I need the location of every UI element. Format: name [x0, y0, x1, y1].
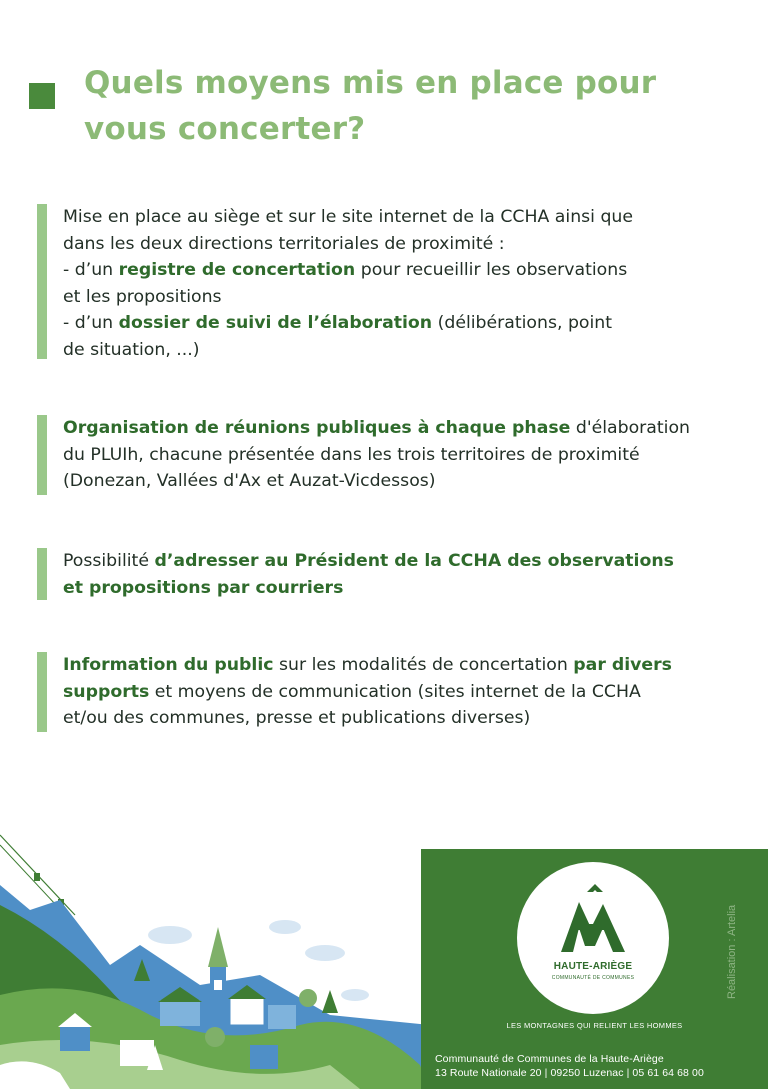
- block-line: [63, 468, 768, 495]
- block-line: [63, 652, 768, 679]
- bold-text: registre de concertation: [118, 260, 356, 280]
- block-line: [63, 284, 768, 311]
- block-line: [63, 705, 768, 732]
- info-block-information: [37, 652, 768, 732]
- ccha-logo: [517, 862, 669, 1014]
- text: Possibilité: [63, 551, 155, 571]
- footer-panel: [421, 849, 768, 1089]
- block-line: [63, 442, 768, 469]
- block-line: [63, 548, 768, 575]
- bold-text: et propositions par courriers: [63, 577, 344, 598]
- block-line: [63, 231, 768, 258]
- bold-text: Organisation de réunions publiques à chaque phase: [63, 418, 571, 438]
- text: (délibérations, point: [432, 313, 613, 333]
- credit-text: Réalisation : Artelia: [726, 904, 738, 999]
- text: - d’un: [63, 260, 119, 280]
- text: de situation, ...): [63, 339, 200, 360]
- village-illustration: [0, 815, 430, 1089]
- bold-text: Information du public: [63, 655, 274, 675]
- logo-subtitle: COMMUNAUTÉ DE COMMUNES: [551, 975, 635, 981]
- bold-text: par divers: [573, 655, 672, 675]
- block-line: [63, 679, 768, 706]
- tagline: LES MONTAGNES QUI RELIENT LES HOMMES: [506, 1021, 683, 1030]
- text: Mise en place au siège et sur le site internet de la CCHA ainsi que: [63, 207, 633, 227]
- text: et moyens de communication (sites internet de la CCHA: [149, 681, 641, 702]
- address-line-1: Communauté de Communes de la Haute-Ariège: [435, 1053, 664, 1065]
- logo-name: HAUTE-ARIÈGE: [553, 961, 633, 972]
- text: (Donezan, Vallées d'Ax et Auzat-Vicdessos): [63, 471, 436, 491]
- text: et les propositions: [63, 286, 222, 307]
- text: - d’un: [63, 313, 119, 333]
- bold-text: dossier de suivi de l’élaboration: [118, 313, 433, 333]
- block-line: [63, 337, 768, 364]
- bold-text: d’adresser au Président de la CCHA des observations: [154, 551, 674, 571]
- address-line-2: 13 Route Nationale 20 | 09250 Luzenac | 05 61 64 68 00: [435, 1067, 704, 1079]
- block-line: [63, 310, 768, 337]
- title-square-bullet: [29, 83, 55, 109]
- block-line: [63, 575, 768, 602]
- block-line: [63, 204, 768, 231]
- text: du PLUIh, chacune présentée dans les trois territoires de proximité: [63, 444, 640, 465]
- block-line: [63, 415, 768, 442]
- bold-text: supports: [63, 681, 150, 702]
- text: dans les deux directions territoriales de proximité :: [63, 233, 505, 254]
- text: pour recueillir les observations: [355, 260, 628, 280]
- text: d'élaboration: [570, 418, 690, 438]
- block-line: [63, 257, 768, 284]
- info-block-reunions: [37, 415, 768, 495]
- text: sur les modalités de concertation: [273, 655, 574, 675]
- mountain-logo-icon: [547, 884, 639, 954]
- text: et/ou des communes, presse et publications diverses): [63, 708, 531, 728]
- info-block-registre: [37, 204, 768, 359]
- page-title: Quels moyens mis en place pour vous concerter?: [84, 65, 657, 147]
- info-block-courriers: [37, 548, 768, 600]
